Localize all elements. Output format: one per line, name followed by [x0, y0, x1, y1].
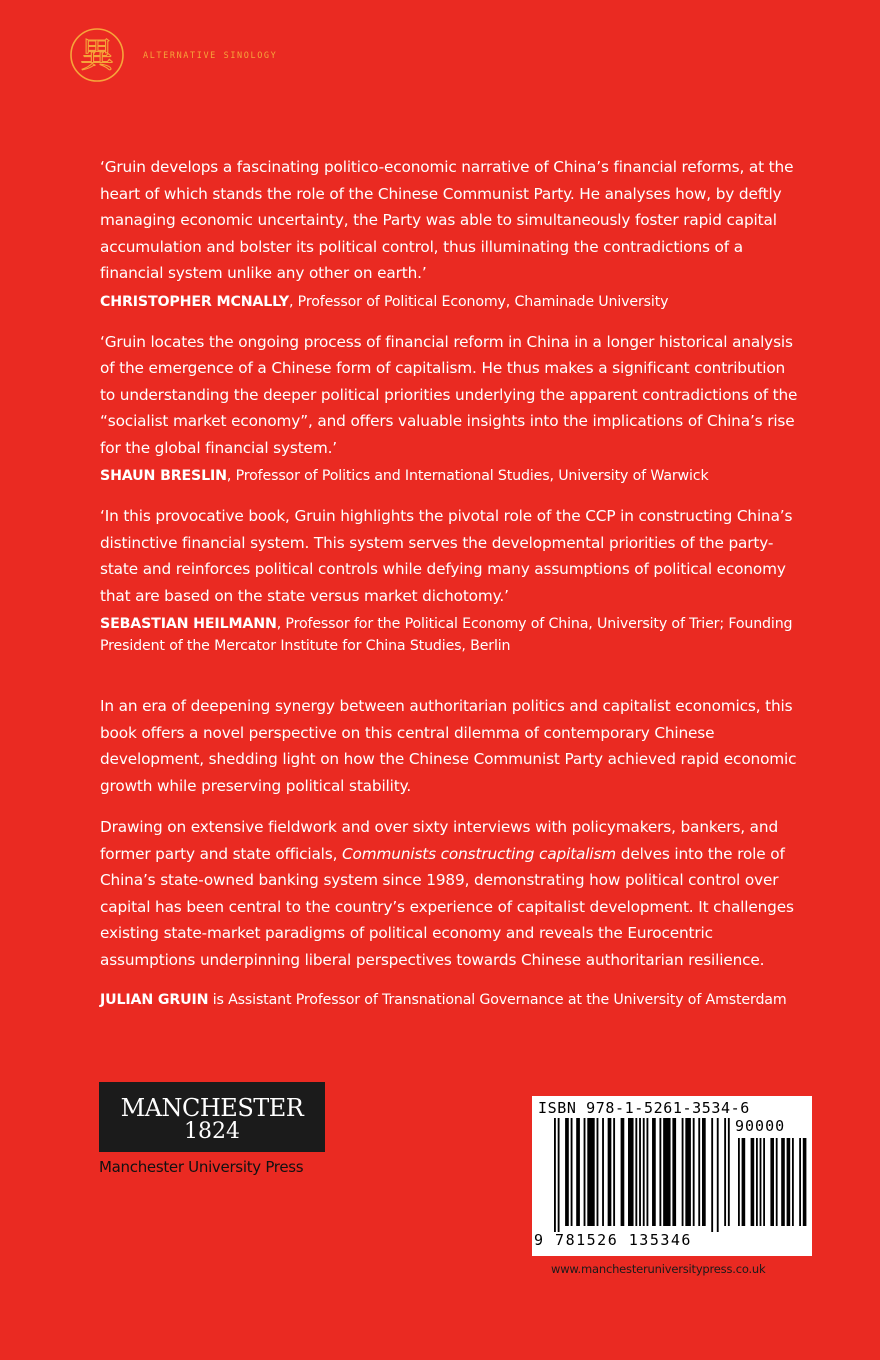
- barcode-bar: [770, 1138, 774, 1226]
- barcode-bar: [728, 1118, 730, 1226]
- barcode-bar: [554, 1118, 556, 1232]
- barcode-bar: [643, 1118, 645, 1226]
- author-name: JULIAN GRUIN: [100, 992, 209, 1008]
- barcode-bar: [576, 1118, 580, 1226]
- barcode-bar: [565, 1118, 569, 1226]
- barcode-bar: [628, 1118, 634, 1226]
- ean-barcode-bars: [554, 1118, 734, 1232]
- author-bio: [100, 989, 800, 1011]
- back-cover-text: [100, 154, 800, 1011]
- quote-attribution: [100, 465, 800, 487]
- endorser-affiliation: , Professor of Politics and International Studies, University of Warwick: [226, 468, 709, 484]
- quote-text: ‘Gruin develops a fascinating politico-economic narrative of China’s financial reforms, at the heart of which stands the role of the Chinese Communist Party. He analyses how, by deftly managing economic uncertainty, the Party was able to simultaneously foster rapid capital accumulation and bolster its political control, thus illuminating the contradictions of a financial system unlike any other on earth.’: [100, 158, 794, 282]
- barcode-bar: [792, 1138, 794, 1226]
- barcode-bar: [724, 1118, 726, 1226]
- barcode-bar: [781, 1138, 785, 1226]
- endorsement-quote: [100, 329, 800, 488]
- barcode-bar: [635, 1118, 637, 1226]
- barcode-bar: [738, 1138, 740, 1226]
- barcode-bar: [717, 1118, 719, 1232]
- barcode-bar: [652, 1118, 656, 1226]
- series-name: ALTERNATIVE SINOLOGY: [143, 51, 278, 61]
- endorser-affiliation: , Professor for the Political Economy of China, University of Trier; Founding President of the Mercator Institute for China Studies, Berlin: [100, 616, 793, 654]
- endorser-name: SEBASTIAN HEILMANN: [100, 616, 277, 632]
- description-paragraph: [100, 814, 800, 973]
- isbn-number: ISBN 978-1-5261-3534-6: [538, 1099, 750, 1117]
- description-paragraph: In an era of deepening synergy between authoritarian politics and capitalist economics, this book offers a novel perspective on this central dilemma of contemporary Chinese development, shedding light on how the Chinese Communist Party achieved rapid economic growth while preserving political stability.: [100, 697, 797, 795]
- endorsement-quote: [100, 503, 800, 657]
- endorser-name: SHAUN BRESLIN: [100, 468, 227, 484]
- barcode-bar: [702, 1118, 706, 1226]
- barcode-bar: [763, 1138, 765, 1226]
- barcode-bar: [647, 1118, 649, 1226]
- publisher-logo: [99, 1082, 339, 1176]
- publisher-website: www.manchesteruniversitypress.co.uk: [551, 1262, 766, 1276]
- barcode-bar: [584, 1118, 586, 1226]
- publisher-caption: Manchester University Press: [99, 1158, 304, 1176]
- barcode-bar: [698, 1118, 700, 1226]
- price-addon-digits: 90000: [735, 1117, 786, 1135]
- barcode-bar: [587, 1118, 594, 1226]
- barcode-bar: [693, 1118, 695, 1226]
- series-logo: [68, 26, 278, 86]
- quote-text: ‘Gruin locates the ongoing process of financial reform in China in a longer historical analysis of the emergence of a Chinese form of capitalism. He thus makes a significant contribution to understanding the deeper political priorities underlying the apparent contradictions of the “socialist market economy”, and offers valuable insights into the implications of China’s rise for the global financial system.’: [100, 332, 798, 457]
- barcode-bar: [711, 1118, 713, 1232]
- barcode-bar: [685, 1118, 691, 1226]
- barcode-bar: [621, 1118, 625, 1226]
- barcode-bar: [602, 1118, 604, 1226]
- barcode-bar: [776, 1138, 778, 1226]
- barcode-bar: [663, 1118, 670, 1226]
- series-seal-icon: [68, 26, 126, 84]
- endorser-name: CHRISTOPHER MCNALLY: [100, 293, 289, 310]
- barcode-bar: [608, 1118, 612, 1226]
- barcode-bar: [787, 1138, 791, 1226]
- barcode-bar: [597, 1118, 599, 1226]
- barcode-bar: [760, 1138, 762, 1226]
- barcode-bar: [756, 1138, 758, 1226]
- publisher-year: 1824: [184, 1119, 240, 1144]
- endorser-affiliation: , Professor of Political Economy, Chaminade University: [288, 293, 669, 310]
- author-bio-text: is Assistant Professor of Transnational Governance at the University of Amsterdam: [208, 992, 787, 1008]
- publisher-name: MANCHESTER: [120, 1094, 304, 1122]
- addon-barcode-bars: [738, 1138, 808, 1232]
- barcode-bar: [659, 1118, 661, 1226]
- quote-attribution: [100, 291, 800, 313]
- barcode-bar: [571, 1118, 573, 1226]
- barcode-bar: [751, 1138, 755, 1226]
- endorsement-quote: [100, 154, 800, 313]
- isbn-barcode: [532, 1096, 812, 1256]
- barcode-bar: [672, 1118, 676, 1226]
- barcode-bar: [799, 1138, 801, 1226]
- barcode-bar: [803, 1138, 807, 1226]
- quote-text: ‘In this provocative book, Gruin highlights the pivotal role of the CCP in constructing China’s distinctive financial system. This system serves the developmental priorities of the party-state and reinforces political controls while defying many assumptions of political economy that are based on the state versus market dichotomy.’: [100, 507, 793, 605]
- description-text: delves into the role of China’s state-owned banking system since 1989, demonstrating how political control over capital has been central to the country’s experience of capitalist development. It challenges existing state-market paradigms of political economy and reveals the Eurocentric assumptions underpinning liberal perspectives towards Chinese authoritarian resilience.: [100, 844, 794, 969]
- publisher-logo-box: [99, 1082, 325, 1152]
- barcode-bar: [613, 1118, 615, 1226]
- barcode-bar: [742, 1138, 746, 1226]
- book-description: [100, 693, 800, 973]
- series-seal-character: 異: [80, 36, 114, 76]
- book-title: Communists constructing capitalism: [342, 844, 617, 863]
- description-text: Drawing on extensive fieldwork and over sixty interviews with policymakers, bankers, and former party and state officials,: [100, 818, 779, 863]
- quote-attribution: [100, 613, 800, 657]
- barcode-bar: [558, 1118, 560, 1232]
- barcode-digits: 9 781526 135346: [534, 1231, 692, 1249]
- barcode-bar: [639, 1118, 641, 1226]
- barcode-bar: [682, 1118, 684, 1226]
